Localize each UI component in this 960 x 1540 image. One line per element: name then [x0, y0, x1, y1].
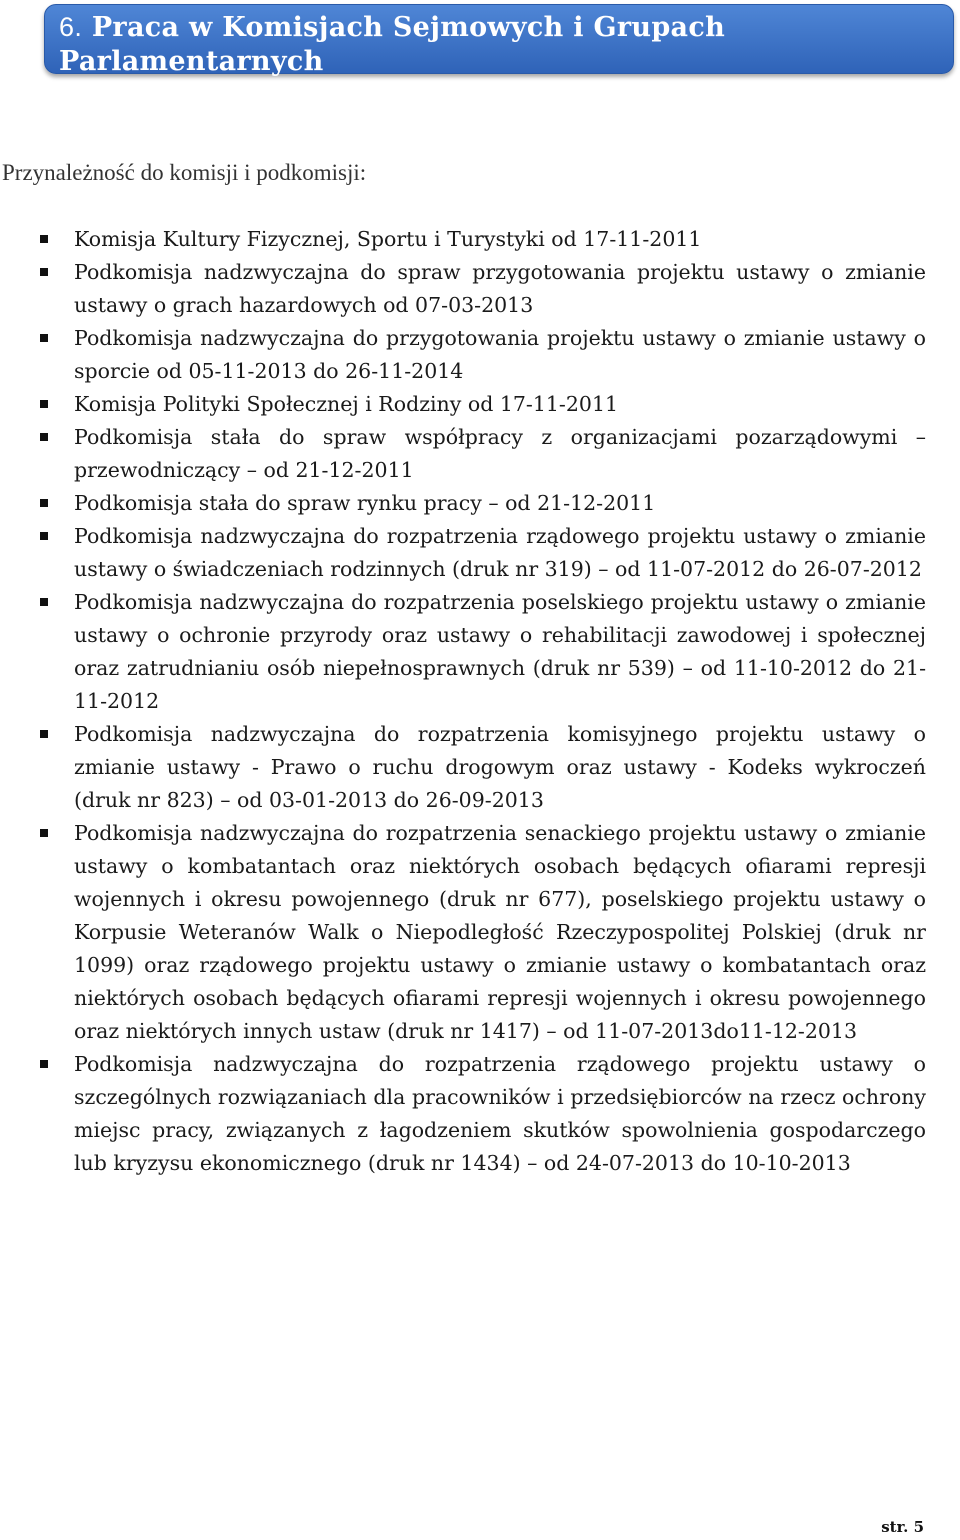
list-item [74, 487, 926, 520]
section-number: 6. [59, 12, 83, 42]
square-bullet-icon [40, 532, 48, 540]
section-title [59, 10, 939, 79]
section-title-text: Praca w Komisjach Sejmowych i Grupach Parlamentarnych [59, 12, 726, 77]
square-bullet-icon [40, 598, 48, 606]
list-item [74, 1048, 926, 1180]
list-item-text: Podkomisja nadzwyczajna do przygotowania projektu ustawy o zmianie ustawy o sporcie od 05-11-2013 do 26-11-2014 [74, 326, 926, 383]
list-item [74, 256, 926, 322]
list-item-text: Komisja Polityki Społecznej i Rodziny od 17-11-2011 [74, 392, 619, 416]
list-item-text: Podkomisja nadzwyczajna do rozpatrzenia rządowego projektu ustawy o szczególnych rozwiązaniach dla pracowników i przedsiębiorców na rzecz ochrony miejsc pracy, związanych z łagodzeniem skutków spowolnienia gospodarczego lub kryzysu ekonomicznego (druk nr 1434) – od 24-07-2013 do 10-10-2013 [74, 1052, 926, 1175]
list-item-text: Podkomisja nadzwyczajna do rozpatrzenia senackiego projektu ustawy o zmianie ustawy o kombatantach oraz niektórych osobach będących ofiarami represji wojennych i okresu powojennego (druk nr 677), poselskiego projektu ustawy o Korpusie Weteranów Walk o Niepodległość Rzeczypospolitej Polskiej (druk nr 1099) oraz rządowego projektu ustawy o zmianie ustawy o kombatantach oraz niektórych osobach będących ofiarami represji wojennych i okresu powojennego oraz niektórych innych ustaw (druk nr 1417) – od 11-07-2013do11-12-2013 [74, 821, 926, 1043]
list-item-text: Podkomisja nadzwyczajna do spraw przygotowania projektu ustawy o zmianie ustawy o grach hazardowych od 07-03-2013 [74, 260, 926, 317]
section-header [44, 4, 954, 77]
list-item-text: Podkomisja nadzwyczajna do rozpatrzenia rządowego projektu ustawy o zmianie ustawy o świadczeniach rodzinnych (druk nr 319) – od 11-07-2012 do 26-07-2012 [74, 524, 926, 581]
list-item [74, 388, 926, 421]
square-bullet-icon [40, 730, 48, 738]
square-bullet-icon [40, 1060, 48, 1068]
square-bullet-icon [40, 268, 48, 276]
list-item [74, 817, 926, 1048]
page-number: str. 5 [881, 1518, 924, 1536]
square-bullet-icon [40, 334, 48, 342]
square-bullet-icon [40, 400, 48, 408]
list-item [74, 322, 926, 388]
list-item-text: Podkomisja stała do spraw rynku pracy – od 21-12-2011 [74, 491, 656, 515]
square-bullet-icon [40, 499, 48, 507]
list-item-text: Podkomisja nadzwyczajna do rozpatrzenia poselskiego projektu ustawy o zmianie ustawy o ochronie przyrody oraz ustawy o rehabilitacji zawodowej i społecznej oraz zatrudnianiu osób niepełnosprawnych (druk nr 539) – od 11-10-2012 do 21-11-2012 [74, 590, 926, 713]
list-item [74, 718, 926, 817]
list-item [74, 586, 926, 718]
list-item [74, 223, 926, 256]
square-bullet-icon [40, 235, 48, 243]
committee-list [0, 223, 960, 1180]
square-bullet-icon [40, 829, 48, 837]
list-item-text: Podkomisja nadzwyczajna do rozpatrzenia komisyjnego projektu ustawy o zmianie ustawy - Prawo o ruchu drogowym oraz ustawy - Kodeks wykroczeń (druk nr 823) – od 03-01-2013 do 26-09-2013 [74, 722, 926, 812]
square-bullet-icon [40, 433, 48, 441]
list-item [74, 520, 926, 586]
list-item-text: Komisja Kultury Fizycznej, Sportu i Turystyki od 17-11-2011 [74, 227, 702, 251]
intro-text: Przynależność do komisji i podkomisji: [2, 160, 367, 185]
list-item-text: Podkomisja stała do spraw współpracy z organizacjami pozarządowymi – przewodniczący – od 21-12-2011 [74, 425, 926, 482]
list-item [74, 421, 926, 487]
